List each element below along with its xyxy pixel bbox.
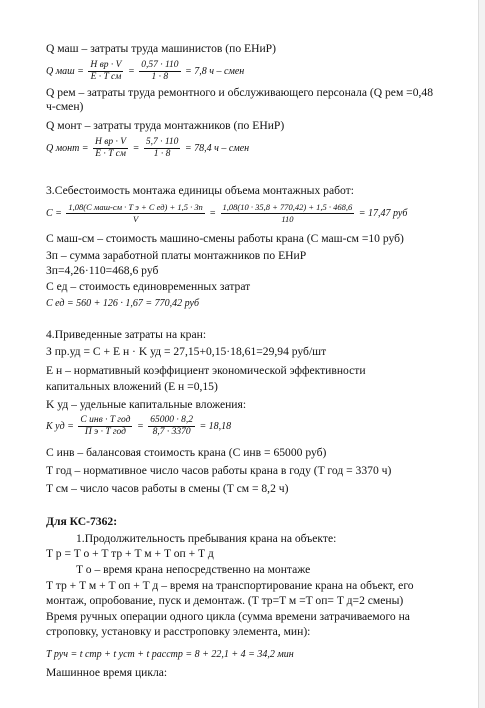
ced-definition: C ед – стоимость единовременных затрат xyxy=(46,280,251,293)
text-line xyxy=(46,482,288,496)
page-edge xyxy=(478,0,485,708)
cinv-definition: C инв – балансовая стоимость крана (C инв = 65000 руб) xyxy=(46,446,327,459)
formula-cost: C = $\frac{\text{1,08(C маш-см · T э + C ед) + 1,5 · Зп}}{V}$ = $\frac{1,08(10 \cdot 35,8 + 770,42) + 1,5 \cdot 468,6}{110}$ = 17,47 руб xyxy=(46,202,408,224)
fraction xyxy=(148,415,195,438)
reduced-costs-calculation: З пр.уд = C + E н · K уд = 27,15+0,15·18,61=29,94 руб/шт xyxy=(46,345,327,358)
tgod-definition: T год – нормативное число часов работы крана в году (T год = 3370 ч) xyxy=(46,464,392,477)
zp-definition: Зп – сумма заработной платы монтажников по ЕНиР xyxy=(46,249,307,262)
text-line xyxy=(46,380,218,394)
text-line xyxy=(46,249,306,263)
fraction-numerator: 0,57 · 110 xyxy=(141,60,179,70)
fraction-denominator: 8,7 · 3370 xyxy=(152,427,191,437)
text-line xyxy=(46,100,83,114)
text-line xyxy=(46,280,250,294)
formula-lhs: K уд = xyxy=(46,420,74,432)
fraction xyxy=(93,137,128,160)
fraction xyxy=(78,415,132,438)
ced-calculation: C ед = 560 + 126 · 1,67 = 770,42 руб xyxy=(46,298,199,309)
formula-lhs: Q маш = xyxy=(46,65,84,77)
en-definition-cont: капитальных вложений (E н =0,15) xyxy=(46,380,218,393)
en-definition: E н – нормативный коэффициент экономической эффективности xyxy=(46,364,366,377)
formula-result: = 18,18 xyxy=(199,420,232,432)
fraction-denominator: 110 xyxy=(281,214,294,224)
fraction xyxy=(139,60,180,83)
stay-duration-title: 1.Продолжительность пребывания крана на объекте: xyxy=(76,532,337,545)
kud-definition: K уд – удельные капитальные вложения: xyxy=(46,398,247,411)
manual-ops-definition: Время ручных операции одного цикла (сумма времени затрачиваемого на xyxy=(46,610,410,623)
tp-formula: T p = T o + T тр + T м + T оп + T д xyxy=(46,547,214,560)
section-heading xyxy=(46,328,206,342)
text-line xyxy=(46,625,310,639)
text-line xyxy=(46,42,276,56)
text-line xyxy=(46,86,433,100)
section-heading xyxy=(46,515,117,529)
text-line xyxy=(76,532,336,546)
qrem-definition-cont: ч-смен) xyxy=(46,100,84,113)
tsm-definition: T см – число часов работы в смены (T см = 8,2 ч) xyxy=(46,482,289,495)
fraction xyxy=(66,202,204,225)
to-definition: T o – время крана непосредственно на монтаже xyxy=(76,563,311,576)
truch-calculation: T руч = t стр + t уст + t расстр = 8 + 22,1 + 4 = 34,2 мин xyxy=(46,649,294,660)
text-line xyxy=(46,610,470,624)
text-line xyxy=(46,594,403,608)
qmont-definition: Q монт – затраты труда монтажников (по ЕНиР) xyxy=(46,119,285,132)
fraction-numerator: 5,7 · 110 xyxy=(145,137,179,147)
formula-tp xyxy=(46,547,214,561)
section-4-title: 4.Приведенные затраты на кран: xyxy=(46,328,207,341)
formula-lhs: Q монт = xyxy=(46,142,89,154)
text-line xyxy=(46,232,404,246)
formula-result: = 7,8 ч – смен xyxy=(185,65,245,77)
section-3-title: 3.Себестоимость монтажа единицы объема монтажных работ: xyxy=(46,184,354,197)
fraction-numerator: H вр · V xyxy=(95,137,127,147)
fraction xyxy=(221,202,355,225)
transport-definition-cont: монтаж, опробование, пуск и демонтаж. (T тр=T м =T оп= T д=2 смены) xyxy=(46,594,404,607)
fraction-denominator: П э · T год xyxy=(84,427,126,437)
fraction-denominator: E · T см xyxy=(90,72,122,82)
text-line xyxy=(46,666,167,680)
formula-kud: K уд = $\frac{\text{C инв · T год}}{\text{П э · T год}}$ = $\frac{65000 \cdot 8,2}{8,7 \cdot 3370}$ = 18,18 xyxy=(46,415,232,437)
formula-result: = 17,47 руб xyxy=(358,207,408,219)
text-line xyxy=(46,464,391,478)
text-line xyxy=(46,446,326,460)
machine-time-title: Машинное время цикла: xyxy=(46,666,168,679)
fraction-denominator: E · T см xyxy=(95,149,126,159)
fraction-numerator: 1,08(C маш-см · T э + C ед) + 1,5 · Зп xyxy=(68,202,203,212)
formula-result: = 78,4 ч – смен xyxy=(184,142,250,154)
text-line xyxy=(46,398,246,412)
fraction-numerator: H вр · V xyxy=(90,60,122,70)
fraction-denominator: 1 · 8 xyxy=(153,149,171,159)
fraction-denominator: 1 · 8 xyxy=(151,72,169,82)
transport-definition: T тр + T м + T оп + T д – время на транспортирование крана на объект, его xyxy=(46,579,414,592)
fraction xyxy=(144,137,181,160)
text-line xyxy=(46,364,470,378)
fraction-numerator: C инв · T год xyxy=(80,415,131,425)
text-line xyxy=(76,563,310,577)
manual-ops-definition-cont: строповку, установку и расстроповку элемента, мин): xyxy=(46,625,311,638)
fraction xyxy=(88,60,123,83)
fraction-denominator: V xyxy=(133,214,139,224)
text-line xyxy=(46,579,470,593)
formula-truch xyxy=(46,648,294,662)
formula-reduced-costs xyxy=(46,345,326,359)
fraction-numerator: 65000 · 8,2 xyxy=(150,415,193,425)
text-line xyxy=(46,119,284,133)
formula-lhs: C = xyxy=(46,207,62,219)
text-line xyxy=(46,264,158,278)
crane-model-heading: Для КС-7362: xyxy=(46,515,118,528)
cmash-definition: C маш-см – стоимость машино-смены работы крана (C маш-см =10 руб) xyxy=(46,232,404,245)
section-heading xyxy=(46,184,354,198)
formula-qmash: Q маш = $\frac{\text{H вр · V}}{\text{E · T см}}$ = $\frac{0,57 \cdot 110}{1 \cdot 8}$ = 7,8 ч – смен xyxy=(46,60,245,82)
fraction-numerator: 1,08(10 · 35,8 + 770,42) + 1,5 · 468,6 xyxy=(222,202,353,212)
qrem-definition: Q рем – затраты труда ремонтного и обслуживающего персонала (Q рем =0,48 xyxy=(46,86,434,99)
formula-qmont: Q монт = $\frac{\text{H вр · V}}{\text{E · T см}}$ = $\frac{5,7 \cdot 110}{1 \cdot 8}$ = 78,4 ч – смен xyxy=(46,137,250,159)
formula-ced xyxy=(46,297,199,311)
qmash-definition: Q маш – затраты труда машинистов (по ЕНиР) xyxy=(46,42,276,55)
zp-calculation: Зп=4,26·110=468,6 руб xyxy=(46,264,159,277)
